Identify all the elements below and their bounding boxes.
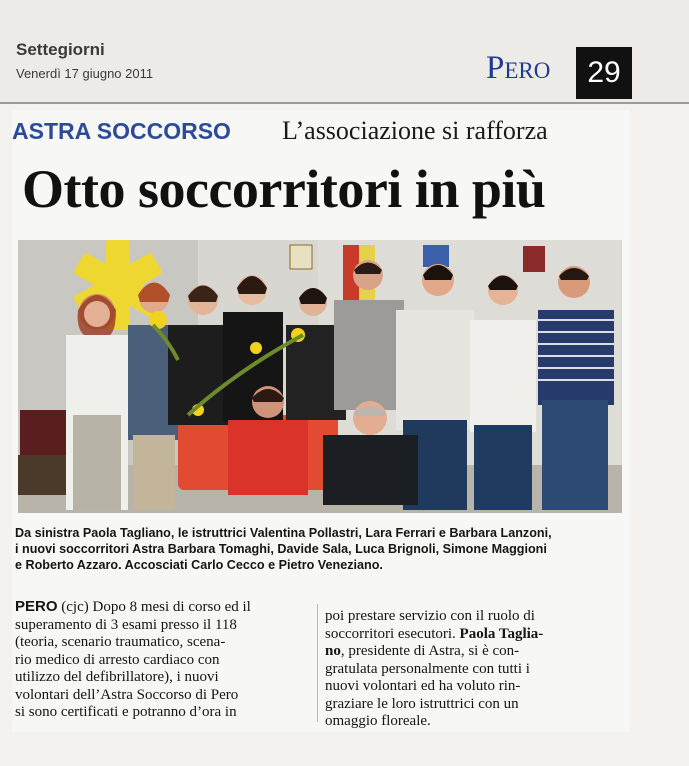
body-text: Dopo 8 mesi di corso ed il [92,599,251,615]
body-text: , presidente di Astra, si è con- [340,643,520,659]
person-name-end: no [325,643,341,659]
body-line: si sono certificati e potranno d’ora in [15,704,237,720]
body-column-right [325,608,625,731]
body-line: graziare le loro istruttrici con un [325,695,519,712]
body-line: (teoria, scenario traumatico, scena- [15,634,226,650]
caption-line: i nuovi soccorritori Astra Barbara Tomaghi, Davide Sala, Luca Brignoli, Simone Maggioni [15,542,547,556]
body-line [325,643,625,661]
article-subtitle: L’associazione si rafforza [282,116,548,145]
article-kicker: ASTRA SOCCORSO [12,118,231,144]
group-photo [18,240,622,513]
dateline-location: PERO [15,598,58,615]
page-number: 29 [576,47,632,99]
article-headline: Otto soccorritori in più [22,159,546,219]
body-line: poi prestare servizio con il ruolo di [325,608,535,624]
photo-caption [15,525,625,573]
section-name: Pero [486,50,551,86]
body-line: superamento di 3 esami presso il 118 [15,616,237,633]
body-line: nuovi volontari ed ha voluto rin- [325,678,521,694]
group-photo-image [18,240,622,513]
body-text: soccorritori esecutori. [325,625,456,642]
column-divider [317,604,318,722]
body-line: utilizzo del defibrillatore), i nuovi [15,669,219,685]
body-column-left [15,598,311,722]
header-rule [0,102,689,104]
body-first-line [15,598,311,617]
caption-line: e Roberto Azzaro. Accosciati Carlo Cecco e Pietro Veneziano. [15,558,383,572]
person-name: Paola Taglia- [459,625,544,642]
body-line: omaggio floreale. [325,713,431,729]
body-line: rio medico di arresto cardiaco con [15,651,220,668]
newspaper-name: Settegiorni [16,40,105,59]
body-line: gratulata personalmente con tutti i [325,660,530,677]
body-line: volontari dell’Astra Soccorso di Pero [15,686,239,703]
author-credit: (cjc) [61,599,89,615]
issue-date: Venerdì 17 giugno 2011 [16,66,154,81]
body-line [325,626,625,644]
caption-line: Da sinistra Paola Tagliano, le istruttrici Valentina Pollastri, Lara Ferrari e Barbara Lanzoni, [15,526,552,540]
